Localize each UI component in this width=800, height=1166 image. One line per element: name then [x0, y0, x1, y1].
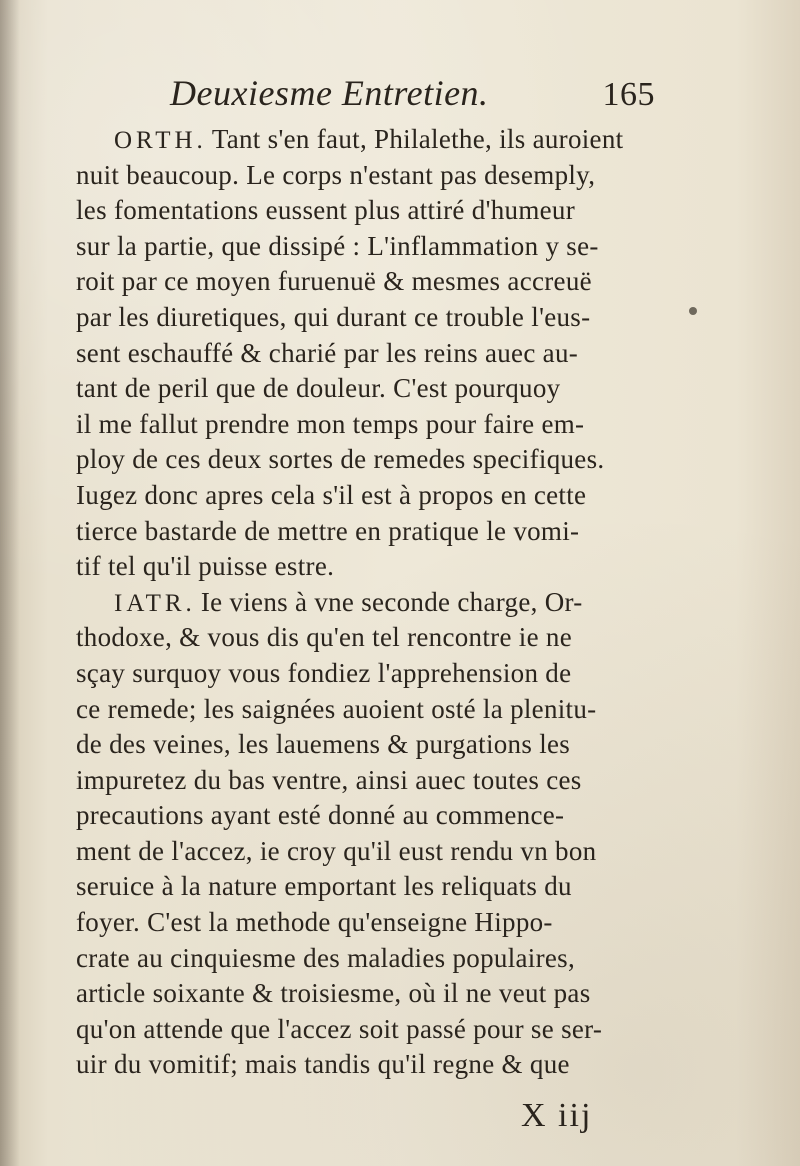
text-line — [76, 585, 676, 621]
running-title: Deuxiesme Entretien. — [170, 73, 489, 113]
text-line: crate au cinquiesme des maladies populaires, — [76, 942, 576, 973]
text-line: sur la partie, que dissipé : L'inflammation y se- — [76, 230, 599, 261]
text-line: il me fallut prendre mon temps pour faire em- — [76, 408, 585, 439]
text-line — [76, 122, 676, 158]
text-line: ce remede; les saignées auoient osté la plenitu- — [76, 693, 597, 724]
text-line: uir du vomitif; mais tandis qu'il regne & que — [76, 1049, 570, 1080]
ink-spot — [689, 307, 697, 315]
page-number: 165 — [602, 76, 655, 113]
page-header — [170, 72, 655, 112]
text-line: ploy de ces deux sortes de remedes specifiques. — [76, 444, 605, 475]
line-text: Tant s'en faut, Philalethe, ils auroient — [211, 124, 624, 154]
speaker-label: ORTH. — [114, 127, 207, 154]
text-line: thodoxe, & vous dis qu'en tel rencontre ie ne — [76, 622, 572, 653]
text-line: nuit beaucoup. Le corps n'estant pas desemply, — [76, 159, 596, 190]
text-line: sçay surquoy vous fondiez l'apprehension de — [76, 657, 572, 688]
text-line: ment de l'accez, ie croy qu'il eust rendu vn bon — [76, 835, 597, 866]
text-line: tierce bastarde de mettre en pratique le vomi- — [76, 515, 580, 546]
text-line: tant de peril que de douleur. C'est pourquoy — [76, 373, 561, 404]
text-line: roit par ce moyen furuenuë & mesmes accreuë — [76, 266, 592, 297]
body-text — [76, 122, 676, 1083]
text-line: sent eschauffé & charié par les reins auec au- — [76, 337, 579, 368]
text-line: precautions ayant esté donné au commence- — [76, 800, 565, 831]
line-text: Ie viens à vne seconde charge, Or- — [200, 586, 583, 617]
speaker-label: IATR. — [114, 589, 196, 617]
text-line: seruice à la nature emportant les reliquats du — [76, 871, 572, 902]
signature-mark: X iij — [521, 1097, 593, 1134]
text-line: impuretez du bas ventre, ainsi auec toutes ces — [76, 764, 582, 795]
text-line: les fomentations eussent plus attiré d'humeur — [76, 195, 576, 226]
text-line: par les diuretiques, qui durant ce trouble l'eus- — [76, 301, 591, 332]
text-line: Iugez donc apres cela s'il est à propos en cette — [76, 479, 587, 510]
text-line: tif tel qu'il puisse estre. — [76, 551, 335, 582]
text-line: article soixante & troisiesme, où il ne veut pas — [76, 978, 591, 1009]
page-gutter-shadow — [0, 0, 20, 1166]
text-line: foyer. C'est la methode qu'enseigne Hippo- — [76, 907, 553, 938]
text-line: de des veines, les lauemens & purgations les — [76, 729, 571, 760]
text-line: qu'on attende que l'accez soit passé pour se ser- — [76, 1013, 603, 1044]
